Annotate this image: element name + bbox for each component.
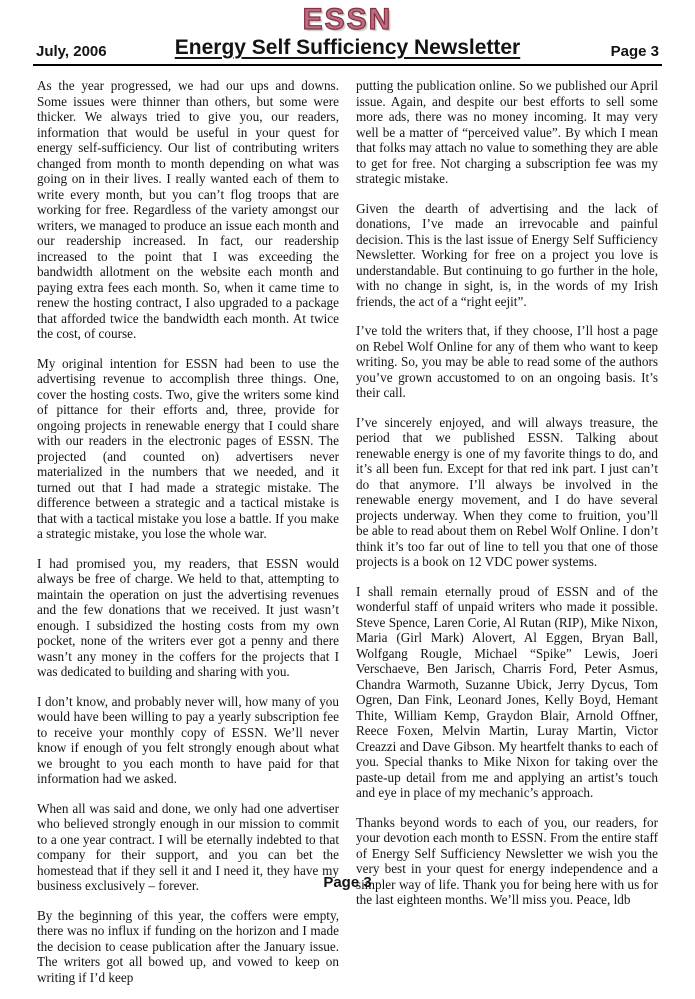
- article-left-column: [37, 78, 339, 999]
- paragraph: As the year progressed, we had our ups and downs. Some issues were thinner than others, but some were thicker. We always tried to give you, our readers, information that would be useful in your quest for energy self-sufficiency. Our list of contributing writers changed from month to month depending on what was going on in their lives. I really wanted each of them to write every month, but you can’t flog troops that are working for free. Regardless of the variety amongst our writers, we managed to produce an issue each month and our readership increased. In fact, our readership increased to the point that I was exceeding the bandwidth allotment on the website each month and paying extra fees each month. So, when it came time to renew the hosting contract, I also upgraded to a package that afforded twice the bandwidth each month. At twice the cost, of course.: [37, 78, 339, 341]
- article-right-column: [356, 78, 658, 999]
- newsletter-logo: ESSN: [302, 3, 393, 36]
- paragraph: putting the publication online. So we published our April issue. Again, and despite our best efforts to sell some more ads, there was no money incoming. It may very well be a matter of “perceived value”. By which I mean that folks may attach no value to something they are able to get for free. Not charging a subscription fee was my strategic mistake.: [356, 78, 658, 186]
- header-page-number: Page 3: [610, 43, 659, 60]
- paragraph: Given the dearth of advertising and the lack of donations, I’ve made an irrevocable and painful decision. This is the last issue of Energy Self Sufficiency Newsletter. Working for free on a project you love is understandable. But continuing to go further in the hole, with no change in sight, is, in the words of my Irish friends, the act of a “right eejit”.: [356, 200, 658, 309]
- paragraph: My original intention for ESSN had been to use the advertising revenue to accomplish three things. One, cover the hosting costs. Two, give the writers some kind of pittance for their efforts and, three, provide for ongoing projects in renewable energy that I could share with our readers in the electronic pages of ESSN. The projected (and counted on) advertisers never materialized in the numbers that we needed, and it turned out that I had made a strategic mistake. The difference between a strategic and a tactical mistake is that with a tactical mistake you lose a battle. If you make a strategic mistake, you lose the whole war.: [37, 355, 339, 541]
- header-date: July, 2006: [36, 43, 107, 60]
- newsletter-title: Energy Self Sufficiency Newsletter: [174, 36, 521, 59]
- footer-page-number: Page 3: [323, 874, 372, 891]
- paragraph: By the beginning of this year, the coffers were empty, there was no influx if funding on the horizon and I made the decision to cease publication after the January issue. The writers got all bowed up, and vowed to keep on writing if I’d keep: [37, 907, 339, 985]
- page-footer: [0, 874, 695, 891]
- paragraph: I shall remain eternally proud of ESSN and of the wonderful staff of unpaid writers who made it possible. Steve Spence, Laren Corie, Al Rutan (RIP), Mike Nixon, Maria (Girl Mark) Alovert, Al Eggen, Bryan Ball, Wolfgang Rougle, Michael “Spike” Lewis, Joeri Verschaeve, Ben Jarisch, Charris Ford, Peter Asmus, Chandra Warmoth, Suzanne Ubick, Jerry Dycus, Tom Ogren, Dan Fink, Leonard Jones, Kelly Boyd, Hemant Thite, William Kemp, Graydon Blair, Arnold Offner, Reece Foxen, Melvin Martin, Luray Martin, Victor Creazzi and Dave Gibson. My heartfelt thanks to each of you. Special thanks to Mike Nixon for taking over the paste-up detail from me and applying an artist’s touch and eye in place of my mechanic’s approach.: [356, 583, 658, 800]
- paragraph: When all was said and done, we only had one advertiser who believed strongly enough in our mission to commit to a one year contract. I will be eternally indebted to that company for their support, and you can bet the homestead that if they sell it and I need it, they have my business exclusively – forever.: [37, 800, 339, 893]
- paragraph: I’ve told the writers that, if they choose, I’ll host a page on Rebel Wolf Online for any of them who want to keep writing. So, you may be able to read some of the authors you’ve grown accustomed to on an ongoing basis. It’s their call.: [356, 323, 658, 400]
- paragraph: Thanks beyond words to each of you, our readers, for your devotion each month to ESSN. From the entire staff of Energy Self Sufficiency Newsletter we wish you the very best in your quest for energy independence and a simpler way of life. Thank you for being here with us for the last eighteen months. We’ll miss you. Peace, ldb: [356, 814, 658, 907]
- paragraph: I don’t know, and probably never will, how many of you would have been willing to pay a yearly subscription fee to receive your monthly copy of ESSN. We’ll never know if enough of you felt strongly enough about what we brought to you each month to have paid for that information had we asked.: [37, 693, 339, 786]
- newsletter-page: [0, 3, 695, 985]
- paragraph: I’ve sincerely enjoyed, and will always treasure, the period that we published ESSN. Talking about renewable energy is one of my favorite things to do, and it’s all been fun. Except for that red ink part. I just can’t do that anymore. I’ll always be involved in the renewable energy movement, and I do have several projects underway. When they come to fruition, you’ll be able to read about them on Rebel Wolf Online. I don’t think it’s too far out of line to tell you that one of those projects is a book on 12 VDC power systems.: [356, 414, 658, 569]
- page-header: [33, 36, 662, 66]
- article-body: [0, 66, 695, 999]
- paragraph: I had promised you, my readers, that ESSN would always be free of charge. We held to that, attempting to maintain the operation on just the advertising revenues and the few donations that we received. It just wasn’t enough. I subsidized the hosting costs from my own pocket, none of the writers ever got a penny and there wasn’t any money in the coffers for the projects that I was dedicated to building and sharing with you.: [37, 555, 339, 679]
